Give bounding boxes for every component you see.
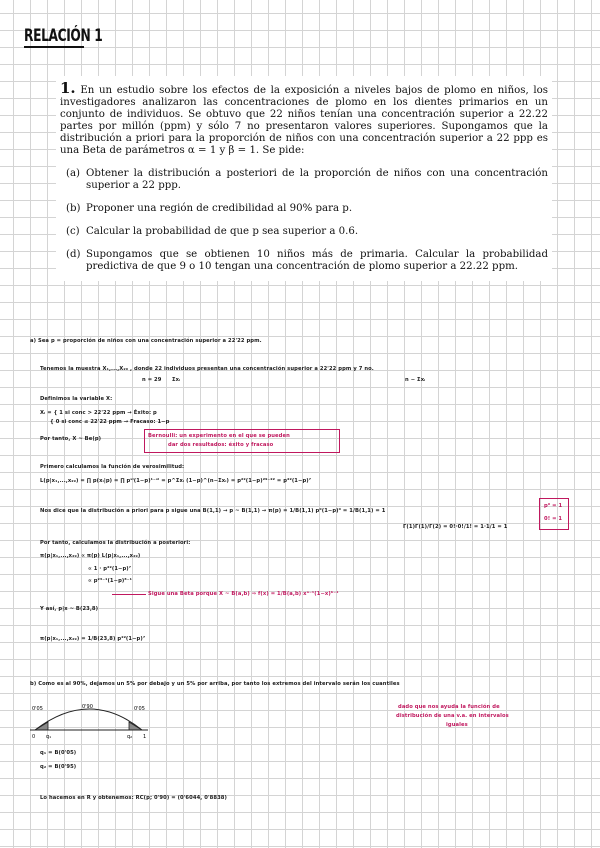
axis-one: 1: [143, 734, 147, 740]
left-tail: [35, 722, 48, 730]
problem-text: En un estudio sobre los efectos de la exposición a niveles bajos de plomo en niños, los investigadores analizaron las concentraciones de plomo en los dientes primarios en un conjunto de individuos. Se obtuvo que 22 niños tenían una concentración superior a 22.22 partes por millón (ppm) y sólo 7 no presentaron valores superiores. Supongamos que la distribución a priori para la proporción de niños con una concentración superior a 22 ppp es una Beta de parámetros α = 1 y β = 1. Se pide:: [60, 85, 548, 156]
problem-paragraph: [60, 79, 548, 157]
note-b-result: Lo hacemos en R y obtenemos: RC(p; 0'90) = (0'6044, 0'8838): [40, 795, 227, 801]
credibility-interval-sketch: [30, 700, 150, 740]
note-a-likelihood-title: Primero calculamos la función de verosimilitud:: [40, 464, 185, 470]
note-a-x-success: Xᵢ = { 1 si conc > 22'22 ppm → Éxito: p: [40, 410, 157, 416]
note-a-prior: Nos dice que la distribución a priori para p sigue una B(1,1) → p ~ B(1,1) → π(p) = 1/B(1,1) p⁰(1−p)⁰ = 1/B(1,1) = 1: [40, 508, 386, 514]
axis-q1: q₁: [46, 734, 52, 740]
note-b-q2: q₂ = B(0'95): [40, 764, 77, 770]
note-a-x-failure: { 0 si conc ≤ 22'22 ppm → Fracaso: 1−p: [50, 419, 170, 425]
problem-statement: [56, 76, 552, 281]
note-a-final: π(p|x₁,...,x₂₉) = 1/B(23,8) p²²(1−p)⁷: [40, 636, 146, 642]
note-a-variable: Definimos la variable X:: [40, 396, 113, 402]
tail-right-label: 0'05: [134, 706, 145, 712]
note-a-posterior2: ∝ 1 · p²²(1−p)⁷: [88, 566, 132, 572]
note-a-likelihood: L(p|x₁,...,x₂₉) = ∏ p(xᵢ|p) = ∏ pˣⁱ(1−p)¹⁻ˣⁱ = p^Σxᵢ (1−p)^(n−Σxᵢ) = p²²(1−p)²⁹⁻²² = p²²(1−p)⁷: [40, 478, 312, 484]
note-a-sub-sum: Σxᵢ: [172, 377, 181, 383]
note-a-sample: Tenemos la muestra X₁,...,X₂₉ , donde 22 individuos presentan una concentración superior a 22'22 ppm y 7 no.: [40, 366, 374, 372]
axis-zero: 0: [32, 734, 36, 740]
note-a-posterior3: ∝ p²³⁻¹(1−p)⁸⁻¹: [88, 578, 132, 584]
note-a-box2: 0! = 1: [544, 516, 563, 522]
note-a-posterior-title: Por tanto, calculamos la distribución a posteriori:: [40, 540, 191, 546]
note-a-bernoulli-note1: Bernoulli: un experimento en el que se pueden: [148, 433, 290, 439]
item-c: (c) Calcular la probabilidad de que p sea superior a 0.6.: [66, 226, 359, 237]
note-a-definition: a) Sea p = proporción de niños con una concentración superior a 22'22 ppm.: [30, 338, 262, 344]
note-a-box1: p⁰ = 1: [544, 503, 563, 509]
note-a-gamma: Γ(1)Γ(1)/Γ(2) = 0!·0!/1! = 1·1/1 = 1: [403, 524, 508, 530]
note-a-bernoulli-note2: dar dos resultados: éxito y fracaso: [168, 442, 274, 448]
axis-q2: q₂: [127, 734, 133, 740]
page-title: RELACIÓN 1: [24, 26, 103, 46]
right-tail: [129, 722, 142, 730]
title-underline: [24, 46, 84, 48]
problem-number: 1.: [60, 79, 76, 97]
tail-left-label: 0'05: [32, 706, 43, 712]
note-a-sub-rest: n − Σxᵢ: [405, 377, 426, 383]
note-a-bernoulli: Por tanto, X ~ Be(p): [40, 436, 102, 442]
note-a-beta-note: Sigue una Beta porque X ~ B(a,b) ⇒ f(x) = 1/B(a,b) xᵃ⁻¹(1−x)ᵇ⁻¹: [148, 591, 339, 597]
note-a-sub-n: n = 29: [142, 377, 162, 383]
center-label: 0'90: [82, 704, 93, 710]
note-b-side1: dado que nos ayuda la función de: [398, 704, 500, 710]
arrow-line: [112, 594, 146, 595]
density-curve: [35, 709, 142, 730]
note-b-side2: distribución de una v.a. en intervalos: [396, 713, 509, 719]
note-b-side3: iguales: [446, 722, 468, 728]
note-b-q1: q₁ = B(0'05): [40, 750, 77, 756]
item-b: (b) Proponer una región de credibilidad al 90% para p.: [66, 203, 353, 214]
note-a-result: Y así, p|x ~ B(23,8): [40, 606, 99, 612]
note-b-intro: b) Como es al 90%, dejamos un 5% por debajo y un 5% por arriba, por tanto los extremos del intervalo serán los cuantiles: [30, 681, 400, 687]
note-a-posterior1: π(p|x₁,...,x₂₉) ∝ π(p) L(p|x₁,...,x₂₉): [40, 553, 141, 559]
item-a: (a) Obtener la distribución a posteriori de la proporción de niños con una concentración superior a 22 ppp.: [66, 168, 548, 191]
item-d: (d) Supongamos que se obtienen 10 niños más de primaria. Calcular la probabilidad predictiva de que 9 o 10 tengan una concentración de plomo superior a 22.22 ppm.: [66, 249, 548, 272]
